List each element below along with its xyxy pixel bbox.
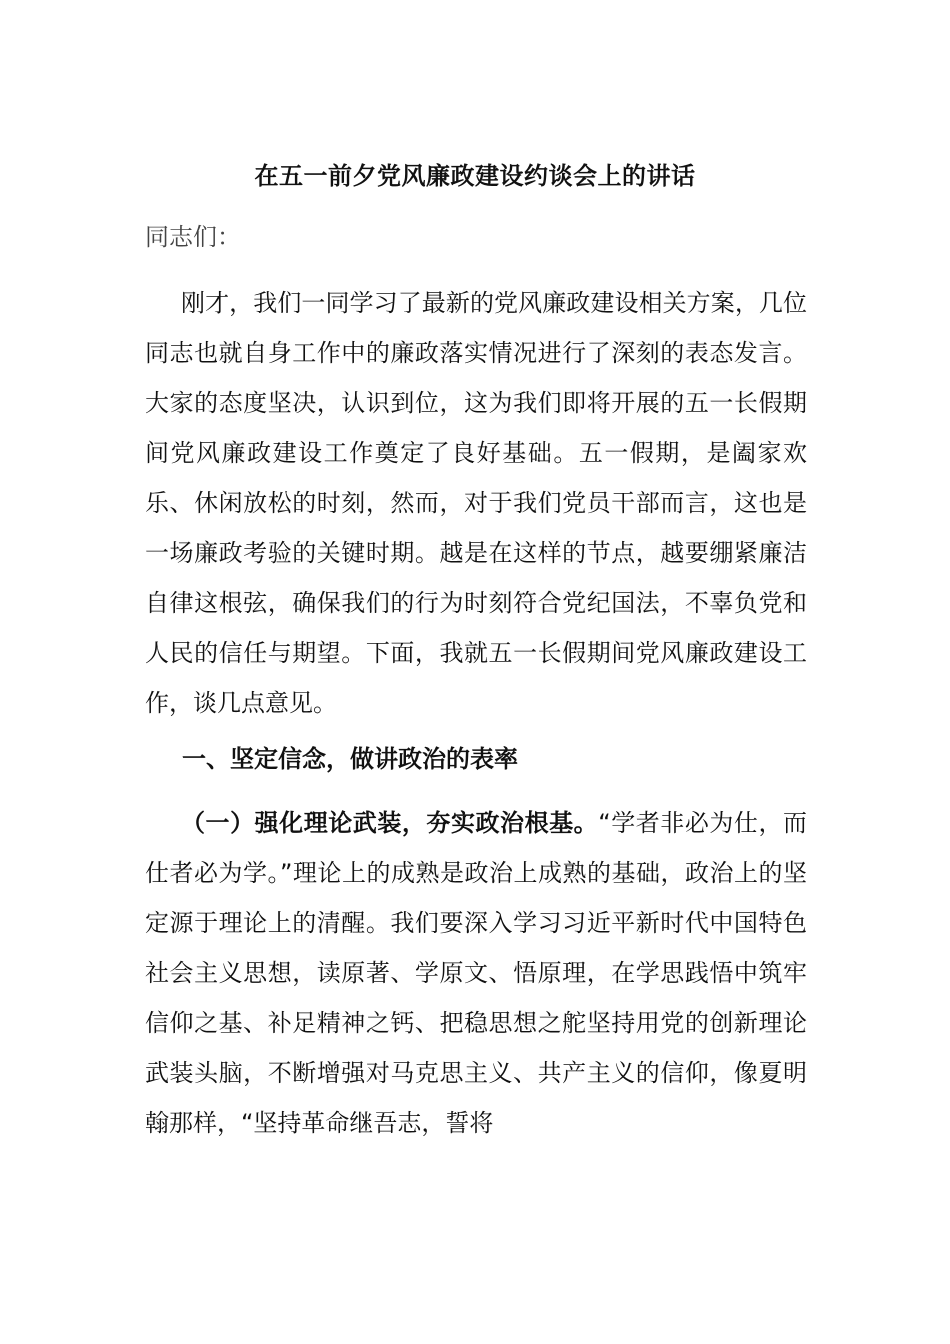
- paragraph-subsection: [145, 798, 807, 1148]
- paragraph-intro: 刚才，我们一同学习了最新的党风廉政建设相关方案，几位同志也就自身工作中的廉政落实情况进行了深刻的表态发言。大家的态度坚决，认识到位，这为我们即将开展的五一长假期间党风廉政建设工作奠定了良好基础。五一假期，是阖家欢乐、休闲放松的时刻，然而，对于我们党员干部而言，这也是一场廉政考验的关键时期。越是在这样的节点，越要绷紧廉洁自律这根弦，确保我们的行为时刻符合党纪国法，不辜负党和人民的信任与期望。下面，我就五一长假期间党风廉政建设工作，谈几点意见。: [145, 289, 807, 717]
- subsection-lead: （一）强化理论武装，夯实政治根基。: [181, 809, 599, 837]
- subsection-text: “学者非必为仕，而仕者必为学。”理论上的成熟是政治上成熟的基础，政治上的坚定源于理论上的清醒。我们要深入学习习近平新时代中国特色社会主义思想，读原著、学原文、悟原理，在学思践悟中筑牢信仰之基、补足精神之钙、把稳思想之舵坚持用党的创新理论武装头脑，不断增强对马克思主义、共产主义的信仰，像夏明翰那样，“坚持革命继吾志，誓将: [145, 809, 808, 1137]
- salutation: 同志们：: [145, 223, 241, 251]
- section-heading: 一、坚定信念，做讲政治的表率: [182, 745, 518, 773]
- document-title: 在五一前夕党风廉政建设约谈会上的讲话: [254, 162, 696, 190]
